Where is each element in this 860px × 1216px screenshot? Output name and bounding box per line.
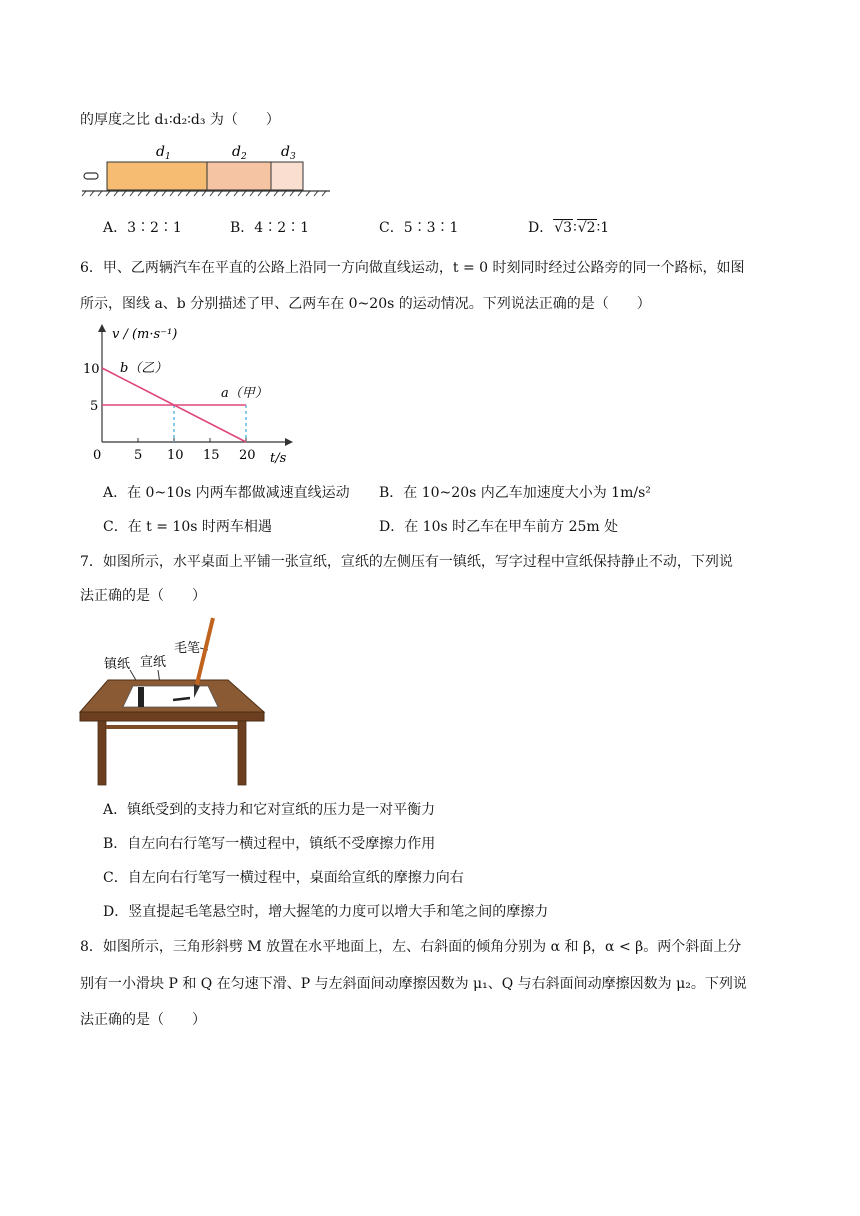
svg-text:d2: $d_2$ <box>232 144 247 162</box>
q7-stem-line1: 7．如图所示，水平桌面上平铺一张宣纸，宣纸的左侧压有一镇纸，写字过程中宣纸保持静止不动，下列说 <box>80 554 733 570</box>
label-a: a（甲） <box>221 386 268 401</box>
q5-stem: 的厚度之比 d₁∶d₂∶d₃ 为（ ） <box>80 112 280 128</box>
label-maobi: 毛笔 <box>174 641 201 656</box>
q5-option-d: D．√3∶√2∶1 <box>528 220 610 236</box>
block-d3 <box>271 162 303 190</box>
block-d2 <box>207 162 271 190</box>
xtick-15: 15 <box>203 448 220 463</box>
q7-option-b: B．自左向右行笔写一横过程中，镇纸不受摩擦力作用 <box>103 836 436 852</box>
q6-vt-graph <box>80 322 300 472</box>
origin-label: 0 <box>93 448 102 463</box>
svg-text:d3: $d_3$ <box>281 144 296 162</box>
q7-option-d: D．竖直提起毛笔悬空时，增大握笔的力度可以增大手和笔之间的摩擦力 <box>103 904 549 920</box>
xtick-5: 5 <box>134 448 143 463</box>
q5-blocks-figure <box>80 138 340 193</box>
xtick-20: 20 <box>239 448 256 463</box>
ytick-5: 5 <box>90 399 99 414</box>
q8-stem-line1: 8．如图所示，三角形斜劈 M 放置在水平地面上，左、右斜面的倾角分别为 α 和 β，α < β。两个斜面上分 <box>80 939 742 955</box>
xtick-10: 10 <box>167 448 184 463</box>
q5-option-b: B．4∶2∶1 <box>230 220 310 236</box>
q6-stem-line1: 6．甲、乙两辆汽车在平直的公路上沿同一方向做直线运动，t = 0 时刻同时经过公路旁的同一个路标，如图 <box>80 260 745 276</box>
label-b: b（乙） <box>120 361 168 376</box>
q6-option-d: D．在 10s 时乙车在甲车前方 25m 处 <box>379 519 619 535</box>
q5-option-c: C．5∶3∶1 <box>379 220 459 236</box>
svg-text:d1: $d_1$ <box>156 144 171 162</box>
q7-option-a: A．镇纸受到的支持力和它对宣纸的压力是一对平衡力 <box>103 802 436 818</box>
q5-option-a: A．3∶2∶1 <box>103 220 182 236</box>
q6-option-b: B．在 10~20s 内乙车加速度大小为 1m/s² <box>379 485 651 501</box>
q8-stem-line2: 别有一小滑块 P 和 Q 在匀速下滑、P 与左斜面间动摩擦因数为 μ₁、Q 与右斜面间动摩擦因数为 μ₂。下列说 <box>80 976 747 992</box>
q7-stem-line2: 法正确的是（ ） <box>80 588 206 604</box>
block-d1 <box>107 162 207 190</box>
x-axis-label: t/s <box>270 451 287 466</box>
q7-option-c: C．自左向右行笔写一横过程中，桌面给宣纸的摩擦力向右 <box>103 870 464 886</box>
q7-desk-figure <box>78 612 268 792</box>
y-axis-label: v / (m·s⁻¹) <box>112 327 178 342</box>
ytick-10: 10 <box>83 362 100 377</box>
label-zhenzhi: 镇纸 <box>104 657 131 672</box>
bullet-icon <box>84 173 98 179</box>
q8-stem-line3: 法正确的是（ ） <box>80 1012 206 1028</box>
label-xuanzhi: 宣纸 <box>140 655 167 670</box>
q6-stem-line2: 所示，图线 a、b 分别描述了甲、乙两车在 0~20s 的运动情况。下列说法正确的是（ ） <box>80 296 651 312</box>
q6-option-a: A．在 0~10s 内两车都做减速直线运动 <box>103 485 350 501</box>
q6-option-c: C．在 t = 10s 时两车相遇 <box>103 519 272 535</box>
